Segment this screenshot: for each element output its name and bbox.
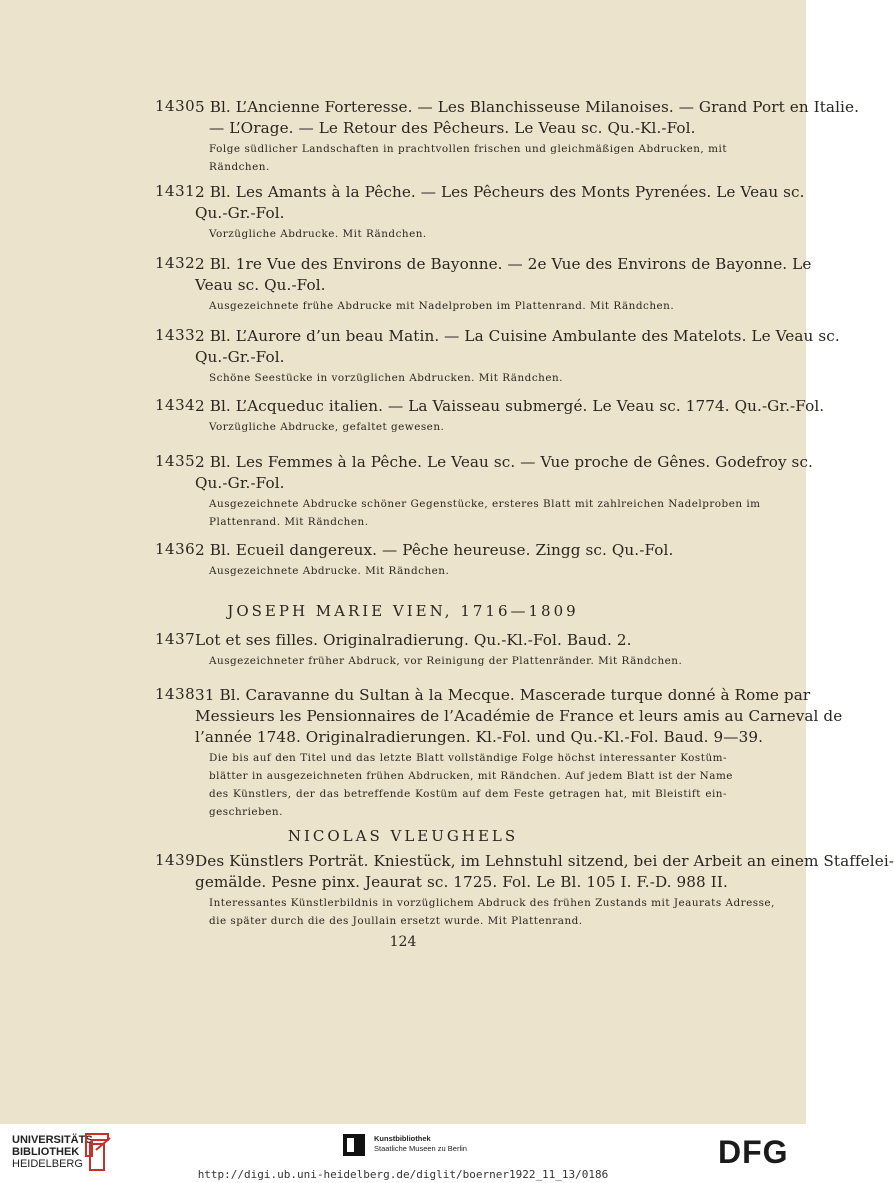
kunstbibliothek-text[interactable]: Kunstbibliothek Staatliche Museen zu Berlin xyxy=(374,1134,467,1153)
entry-number: 1439 xyxy=(155,851,196,869)
section-heading-vien: JOSEPH MARIE VIEN, 1716—1809 xyxy=(227,602,579,620)
entry-note: Schöne Seestücke in vorzüglichen Abdrucken. Mit Rändchen. xyxy=(209,372,563,384)
entry-title: Lot et ses filles. Originalradierung. Qu.-Kl.-Fol. Baud. 2. xyxy=(195,631,632,649)
entry-number: 1437 xyxy=(155,630,196,648)
entry-note: Ausgezeichneter früher Abdruck, vor Reinigung der Plattenränder. Mit Rändchen. xyxy=(209,655,683,667)
entry-note: Ausgezeichnete Abdrucke. Mit Rändchen. xyxy=(209,565,450,577)
entry-title: 2 Bl. L’Acqueduc italien. — La Vaisseau submergé. Le Veau sc. 1774. Qu.-Gr.-Fol. xyxy=(195,397,825,415)
entry-number: 1434 xyxy=(155,396,196,414)
section-heading-vleughels: NICOLAS VLEUGHELS xyxy=(287,827,519,845)
entry-number: 1431 xyxy=(155,182,196,200)
entry-note: Vorzügliche Abdrucke, gefaltet gewesen. xyxy=(209,421,445,433)
page-number: 124 xyxy=(389,934,417,950)
entry-title: 5 Bl. L’Ancienne Forteresse. — Les Blanchisseuse Milanoises. — Grand Port en Italie. — L’Orage. — Le Retour des Pêcheurs. Le Veau sc. Qu.-Kl.-Fol. xyxy=(195,98,860,137)
entry-number: 1432 xyxy=(155,254,196,272)
entry-note: Interessantes Künstlerbildnis in vorzüglichem Abdruck des frühen Zustands mit Jeaurats Adresse, die später durch die des Joullain ersetzt wurde. Mit Plattenrand. xyxy=(209,897,775,927)
entry-note: Ausgezeichnete frühe Abdrucke mit Nadelproben im Plattenrand. Mit Rändchen. xyxy=(209,300,675,312)
entry-title: Des Künstlers Porträt. Kniestück, im Lehnstuhl sitzend, bei der Arbeit an einem Staffelei- gemälde. Pesne pinx. Jeaurat sc. 1725. Fol. Le Bl. 105 I. F.-D. 988 II. xyxy=(195,852,894,891)
entry-number: 1435 xyxy=(155,452,196,470)
entry-title: 2 Bl. Les Amants à la Pêche. — Les Pêcheurs des Monts Pyrenées. Le Veau sc. Qu.-Gr.-Fol. xyxy=(195,183,805,222)
entry-number: 1430 xyxy=(155,97,196,115)
entry-number: 1438 xyxy=(155,685,196,703)
entry-number: 1436 xyxy=(155,540,196,558)
entry-title: 2 Bl. L’Aurore d’un beau Matin. — La Cuisine Ambulante des Matelots. Le Veau sc. Qu.-Gr.-Fol. xyxy=(195,327,840,366)
entry-note: Folge südlicher Landschaften in prachtvollen frischen und gleichmäßigen Abdrucken, mit Rändchen. xyxy=(209,143,727,173)
university-library-logo-text[interactable]: UNIVERSITÄTS- BIBLIOTHEK HEIDELBERG xyxy=(12,1134,97,1170)
entry-number: 1433 xyxy=(155,326,196,344)
entry-note: Die bis auf den Titel und das letzte Blatt vollständige Folge höchst interessanter Kostüm- blätter in ausgezeichneten frühen Abdrucken, mit Rändchen. Auf jedem Blatt ist der Name des Künstlers, der das betreffende Kostüm auf dem Feste getragen hat, mit Bleistift ein- geschrieben. xyxy=(209,752,733,818)
entry-note: Vorzügliche Abdrucke. Mit Rändchen. xyxy=(209,228,427,240)
entry-note: Ausgezeichnete Abdrucke schöner Gegenstücke, ersteres Blatt mit zahlreichen Nadelproben im Plattenrand. Mit Rändchen. xyxy=(209,498,761,528)
entry-title: 2 Bl. Ecueil dangereux. — Pêche heureuse. Zingg sc. Qu.-Fol. xyxy=(195,541,674,559)
permalink-url[interactable]: http://digi.ub.uni-heidelberg.de/diglit/boerner1922_11_13/0186 xyxy=(197,1168,609,1181)
entry-title: 2 Bl. Les Femmes à la Pêche. Le Veau sc. — Vue proche de Gênes. Godefroy sc. Qu.-Gr.-Fol. xyxy=(195,453,813,492)
kunstbibliothek-logo-icon xyxy=(343,1134,365,1156)
entry-title: 2 Bl. 1re Vue des Environs de Bayonne. — 2e Vue des Environs de Bayonne. Le Veau sc. Qu.-Fol. xyxy=(195,255,812,294)
entry-title: 31 Bl. Caravanne du Sultan à la Mecque. Mascerade turque donné à Rome par Messieurs les Pensionnaires de l’Académie de France et leurs amis au Carneval de l’année 1748. Originalradierungen. Kl.-Fol. und Qu.-Kl.-Fol. Baud. 9—39. xyxy=(195,686,843,746)
dfg-logo[interactable]: DFG xyxy=(718,1134,789,1170)
